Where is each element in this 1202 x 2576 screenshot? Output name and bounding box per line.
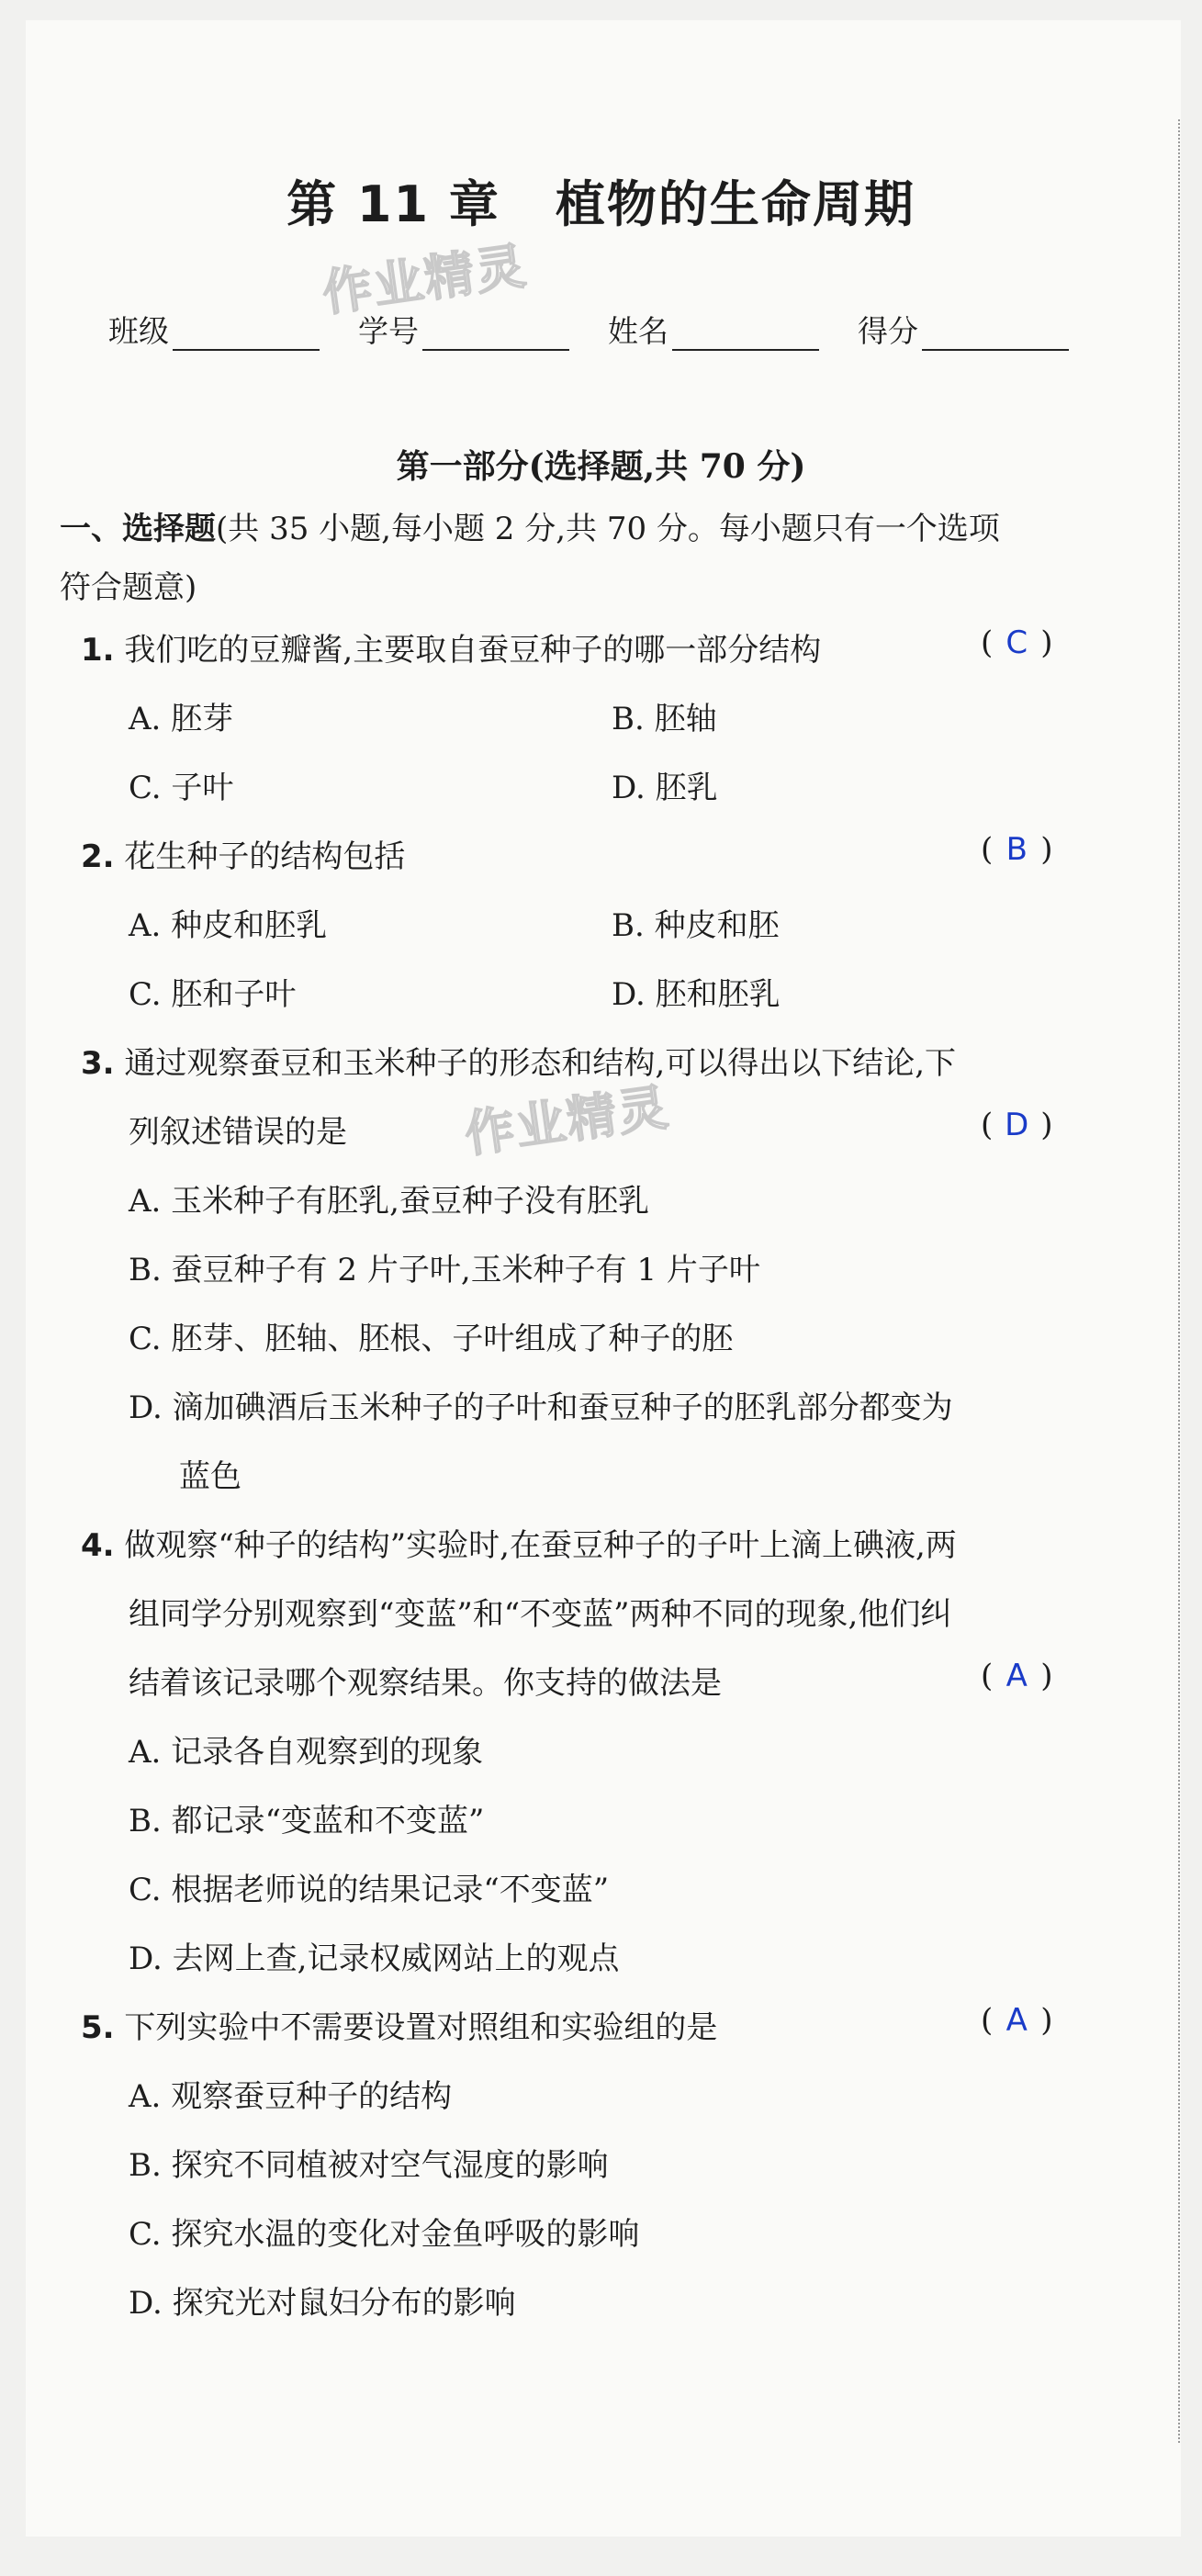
section-label: 一、选择题: [60, 511, 216, 547]
option-d: D. 探究光对鼠妇分布的影响: [129, 2285, 516, 2322]
student-id-field[interactable]: [358, 308, 569, 351]
question-stem-cont: 结着该记录哪个观察结果。你支持的做法是: [129, 1665, 722, 1702]
chapter-name: 植物的生命周期: [555, 175, 916, 233]
answer-letter: D: [1005, 1107, 1029, 1143]
question-stem: 做观察“种子的结构”实验时,在蚕豆种子的子叶上滴上碘液,两: [124, 1527, 957, 1564]
question-4: [81, 1520, 957, 1565]
student-id-blank[interactable]: [422, 321, 569, 351]
score-label: 得分: [858, 313, 918, 349]
answer-letter: C: [1005, 624, 1028, 661]
answer-letter: A: [1005, 1658, 1028, 1694]
option-b: B. 都记录“变蓝和不变蓝”: [129, 1803, 485, 1839]
option-a: A. 记录各自观察到的现象: [129, 1734, 484, 1771]
question-stem: 下列实验中不需要设置对照组和实验组的是: [124, 2009, 718, 2046]
answer-slot: ( C ): [981, 624, 1053, 661]
answer-letter: B: [1005, 831, 1028, 868]
class-field[interactable]: [108, 308, 320, 351]
question-stem: 花生种子的结构包括: [124, 838, 406, 875]
score-blank[interactable]: [922, 321, 1069, 351]
chapter-number: 第 11 章: [286, 175, 500, 233]
section-desc-line2: 符合题意): [60, 569, 197, 606]
option-b: B. 种皮和胚: [612, 907, 780, 944]
question-number: 5.: [81, 2009, 115, 2046]
option-d: D. 胚乳: [612, 770, 718, 806]
score-field[interactable]: [858, 308, 1069, 351]
student-info-row: [108, 308, 1107, 351]
question-1: [81, 624, 821, 669]
question-number: 2.: [81, 838, 115, 875]
option-d: D. 滴加碘酒后玉米种子的子叶和蚕豆种子的胚乳部分都变为: [129, 1389, 953, 1426]
question-stem: 我们吃的豆瓣酱,主要取自蚕豆种子的哪一部分结构: [124, 632, 822, 669]
answer-slot: ( D ): [981, 1107, 1053, 1143]
answer-slot: ( A ): [981, 1658, 1053, 1694]
section-desc-line1: (共 35 小题,每小题 2 分,共 70 分。每小题只有一个选项: [216, 511, 1000, 547]
option-a: A. 胚芽: [129, 701, 234, 737]
option-a: A. 观察蚕豆种子的结构: [129, 2078, 453, 2115]
class-blank[interactable]: [173, 321, 320, 351]
option-b: B. 蚕豆种子有 2 片子叶,玉米种子有 1 片子叶: [129, 1252, 760, 1288]
option-d: D. 去网上查,记录权威网站上的观点: [129, 1940, 620, 1977]
option-b: B. 胚轴: [612, 701, 717, 737]
question-stem: 通过观察蚕豆和玉米种子的形态和结构,可以得出以下结论,下: [124, 1045, 957, 1082]
chapter-title: [0, 165, 1202, 236]
question-5: [81, 2002, 717, 2047]
question-3: [81, 1038, 956, 1083]
student-id-label: 学号: [358, 313, 419, 349]
option-c: C. 胚芽、胚轴、胚根、子叶组成了种子的胚: [129, 1321, 734, 1357]
class-label: 班级: [108, 313, 169, 349]
question-number: 3.: [81, 1045, 115, 1082]
answer-letter: A: [1005, 2002, 1028, 2039]
option-b: B. 探究不同植被对空气湿度的影响: [129, 2147, 609, 2184]
option-d: D. 胚和胚乳: [612, 976, 781, 1013]
question-number: 4.: [81, 1527, 115, 1564]
option-d-cont: 蓝色: [179, 1458, 242, 1495]
name-label: 姓名: [608, 313, 668, 349]
option-c: C. 子叶: [129, 770, 234, 806]
option-c: C. 根据老师说的结果记录“不变蓝”: [129, 1872, 610, 1908]
option-a: A. 玉米种子有胚乳,蚕豆种子没有胚乳: [129, 1183, 649, 1220]
part-heading: 第一部分(选择题,共 70 分): [396, 447, 806, 486]
question-stem-cont: 组同学分别观察到“变蓝”和“不变蓝”两种不同的现象,他们纠: [129, 1596, 952, 1633]
name-field[interactable]: [608, 308, 819, 351]
question-number: 1.: [81, 632, 115, 669]
answer-slot: ( B ): [981, 831, 1053, 868]
answer-slot: ( A ): [981, 2002, 1053, 2039]
option-c: C. 探究水温的变化对金鱼呼吸的影响: [129, 2216, 640, 2253]
option-a: A. 种皮和胚乳: [129, 907, 328, 944]
section-intro: [60, 503, 1000, 548]
watermark-logo: 作业精灵: [319, 236, 531, 323]
option-c: C. 胚和子叶: [129, 976, 297, 1013]
name-blank[interactable]: [672, 321, 819, 351]
watermark-logo: 作业精灵: [461, 1077, 673, 1164]
question-stem-cont: 列叙述错误的是: [129, 1114, 347, 1151]
question-2: [81, 831, 405, 876]
